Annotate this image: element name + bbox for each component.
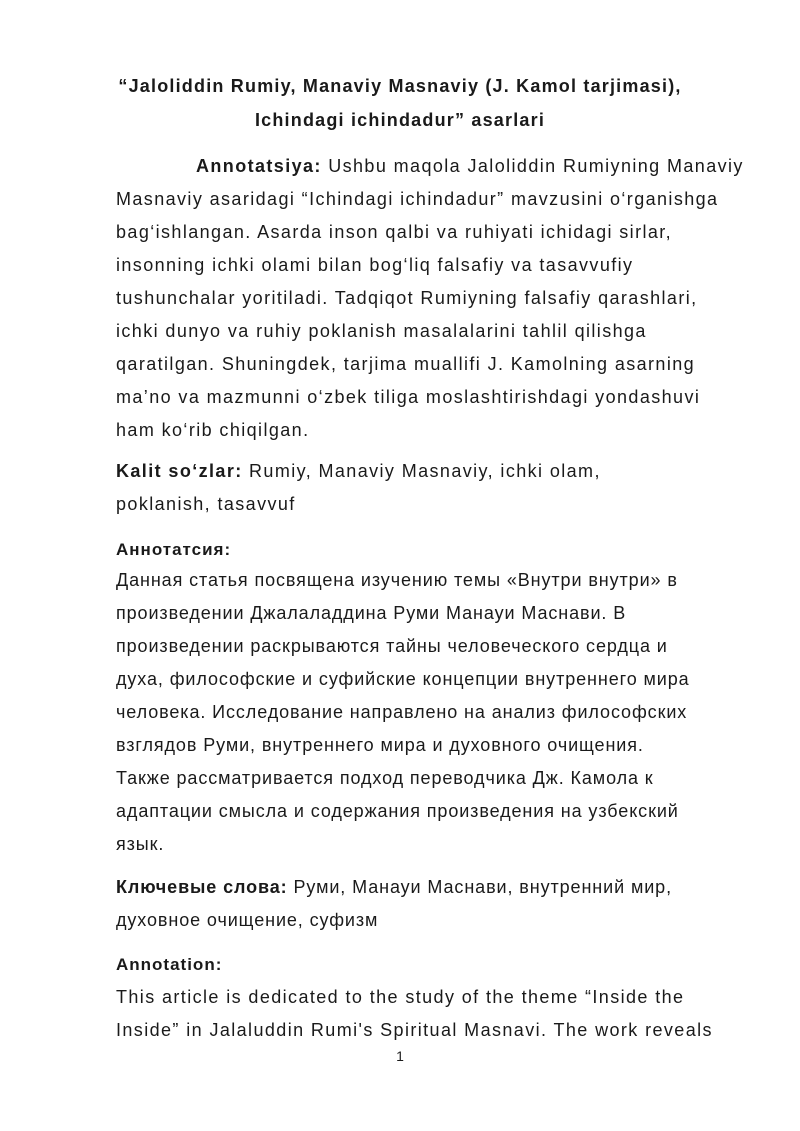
uz-annotation-label: Annotatsiya:: [196, 156, 322, 176]
ru-annotation-line: взглядов Руми, внутреннего мира и духовного очищения.: [116, 735, 644, 755]
uz-annotation-line: ham ko‘rib chiqilgan.: [116, 420, 310, 440]
ru-annotation-line: произведении раскрываются тайны человеческого сердца и: [116, 636, 668, 656]
uz-keywords-text: Rumiy, Manaviy Masnaviy, ichki olam,: [249, 461, 601, 481]
uz-keywords-label: Kalit so‘zlar:: [116, 461, 243, 481]
ru-annotation-label: Аннотатсия:: [116, 540, 232, 559]
article-title-line-2: Ichindagi ichindadur” asarlari: [254, 110, 546, 130]
uz-annotation-line: Ushbu maqola Jaloliddin Rumiyning Manaviy: [328, 156, 744, 176]
uz-annotation-line: ichki dunyo va ruhiy poklanish masalalarini tahlil qilishga: [116, 321, 647, 341]
article-title-line-1: “Jaloliddin Rumiy, Manaviy Masnaviy (J. Kamol tarjimasi),: [118, 76, 682, 96]
ru-keywords-label: Ключевые слова:: [116, 877, 288, 897]
ru-annotation-line: язык.: [116, 834, 165, 854]
ru-keywords-text: Руми, Манауи Маснави, внутренний мир,: [293, 877, 672, 897]
uz-keywords-first-line: [116, 455, 800, 488]
en-annotation-line: Inside” in Jalaluddin Rumi's Spiritual Masnavi. The work reveals: [116, 1020, 713, 1040]
ru-annotation-line: духа, философские и суфийские концепции внутреннего мира: [116, 669, 690, 689]
uz-annotation-line: ma’no va mazmunni o‘zbek tiliga moslashtirishdagi yondashuvi: [116, 387, 701, 407]
ru-keywords-first-line: [116, 871, 800, 904]
uz-annotation-line: bag‘ishlangan. Asarda inson qalbi va ruhiyati ichidagi sirlar,: [116, 222, 673, 242]
ru-annotation-line: человека. Исследование направлено на анализ философских: [116, 702, 688, 722]
en-annotation-label: Annotation:: [116, 955, 223, 974]
ru-keywords-text: духовное очищение, суфизм: [116, 910, 379, 930]
en-annotation-line: This article is dedicated to the study of the theme “Inside the: [116, 987, 685, 1007]
uz-annotation-line: insonning ichki olami bilan bog‘liq falsafiy va tasavvufiy: [116, 255, 634, 275]
ru-annotation-line: произведении Джалаладдина Руми Манауи Маснави. В: [116, 603, 627, 623]
ru-annotation-line: Также рассматривается подход переводчика Дж. Камола к: [116, 768, 654, 788]
uz-annotation-first-line: [196, 150, 800, 183]
uz-annotation-line: Masnaviy asaridagi “Ichindagi ichindadur” mavzusini o‘rganishga: [116, 189, 719, 209]
page-number: 1: [396, 1048, 404, 1064]
ru-annotation-line: Данная статья посвящена изучению темы «Внутри внутри» в: [116, 570, 678, 590]
uz-annotation-line: qaratilgan. Shuningdek, tarjima muallifi J. Kamolning asarning: [116, 354, 696, 374]
uz-annotation-line: tushunchalar yoritiladi. Tadqiqot Rumiyning falsafiy qarashlari,: [116, 288, 698, 308]
uz-keywords-text: poklanish, tasavvuf: [116, 494, 296, 514]
ru-annotation-line: адаптации смысла и содержания произведения на узбекский: [116, 801, 679, 821]
